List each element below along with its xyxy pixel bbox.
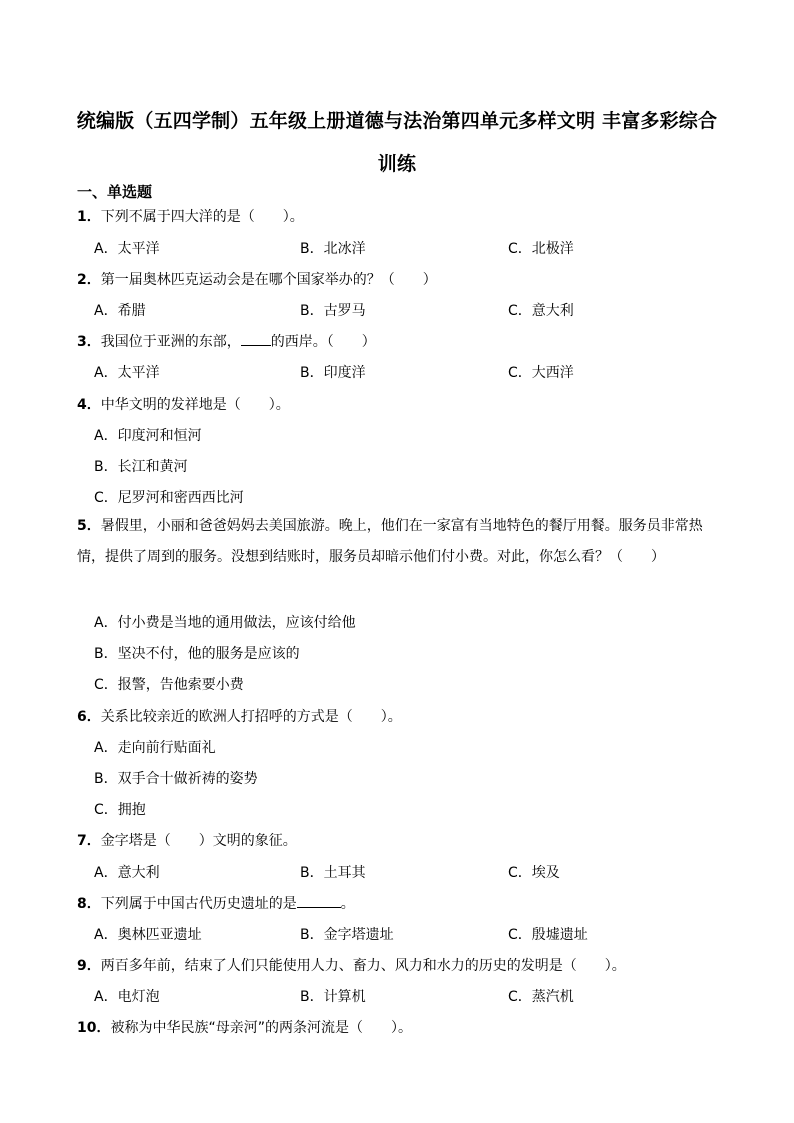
question-text: 我国位于亚洲的东部，	[100, 334, 241, 350]
question-text: 金字塔是（ ）文明的象征。	[100, 833, 297, 849]
question-text: 第一届奥林匹克运动会是在哪个国家举办的？（ ）	[100, 272, 437, 288]
answer-blank	[297, 895, 341, 908]
question-1	[77, 206, 304, 226]
option-b: B．印度洋	[300, 365, 366, 381]
question-number: 3．	[77, 334, 101, 350]
option-b: B．长江和黄河	[94, 459, 188, 475]
option-b: B．古罗马	[300, 303, 366, 319]
option-b: B．土耳其	[300, 865, 366, 881]
option-c: C．北极洋	[508, 241, 574, 257]
option-c: C．拥抱	[94, 802, 146, 818]
option-b: B．北冰洋	[300, 241, 366, 257]
option-c: C．殷墟遗址	[508, 927, 588, 943]
answer-blank	[241, 333, 271, 346]
option-c: C．蒸汽机	[508, 989, 574, 1005]
option-b: B．计算机	[300, 989, 366, 1005]
option-c: C．埃及	[508, 865, 560, 881]
question-5	[77, 511, 717, 573]
question-8	[77, 893, 355, 913]
question-6	[77, 706, 402, 726]
question-text: 两百多年前，结束了人们只能使用人力、畜力、风力和水力的历史的发明是（ ）。	[100, 958, 626, 974]
option-c: C．意大利	[508, 303, 574, 319]
option-c: C．尼罗河和密西西比河	[94, 490, 244, 506]
option-b: B．金字塔遗址	[300, 927, 394, 943]
question-7	[77, 830, 297, 850]
option-b: B．坚决不付，他的服务是应该的	[94, 646, 300, 662]
option-c: C．大西洋	[508, 365, 574, 381]
question-number: 8．	[77, 896, 101, 912]
question-text: 被称为中华民族“母亲河”的两条河流是（ ）。	[110, 1020, 412, 1036]
question-text: 暑假里，小丽和爸爸妈妈去美国旅游。晚上，他们在一家富有当地特色的餐厅用餐。服务员非常热情，提供了周到的服务。没想到结账时，服务员却暗示他们付小费。对此，你怎么看？（ ）	[77, 518, 703, 565]
option-a: A．太平洋	[94, 365, 160, 381]
option-a: A．付小费是当地的通用做法，应该付给他	[94, 615, 356, 631]
question-text: 。	[340, 896, 355, 912]
option-c: C．报警，告他索要小费	[94, 677, 244, 693]
question-4	[77, 394, 290, 414]
question-number: 5．	[77, 518, 101, 534]
question-text: 下列不属于四大洋的是（ ）。	[100, 209, 304, 225]
question-2	[77, 269, 437, 289]
option-a: A．奥林匹亚遗址	[94, 927, 202, 943]
option-a: A．走向前行贴面礼	[94, 740, 216, 756]
question-number: 7．	[77, 833, 101, 849]
question-number: 9．	[77, 958, 101, 974]
question-9	[77, 955, 626, 975]
question-number: 2．	[77, 272, 101, 288]
question-number: 1．	[77, 209, 101, 225]
option-a: A．希腊	[94, 303, 146, 319]
option-a: A．电灯泡	[94, 989, 160, 1005]
section-heading: 一、单选题	[77, 183, 153, 201]
document-title-line1: 统编版（五四学制）五年级上册道德与法治第四单元多样文明 丰富多彩综合	[76, 110, 718, 132]
option-a: A．意大利	[94, 865, 160, 881]
question-number: 4．	[77, 397, 101, 413]
question-number: 6．	[77, 709, 101, 725]
question-3	[77, 331, 376, 351]
option-a: A．印度河和恒河	[94, 428, 202, 444]
question-text: 下列属于中国古代历史遗址的是	[100, 896, 297, 912]
option-a: A．太平洋	[94, 241, 160, 257]
question-10	[77, 1017, 412, 1037]
question-text: 的西岸。（ ）	[270, 334, 376, 350]
option-b: B．双手合十做祈祷的姿势	[94, 771, 258, 787]
document-title-line2: 训练	[377, 153, 417, 175]
question-text: 中华文明的发祥地是（ ）。	[100, 397, 290, 413]
question-text: 关系比较亲近的欧洲人打招呼的方式是（ ）。	[100, 709, 402, 725]
question-number: 10．	[77, 1020, 111, 1036]
